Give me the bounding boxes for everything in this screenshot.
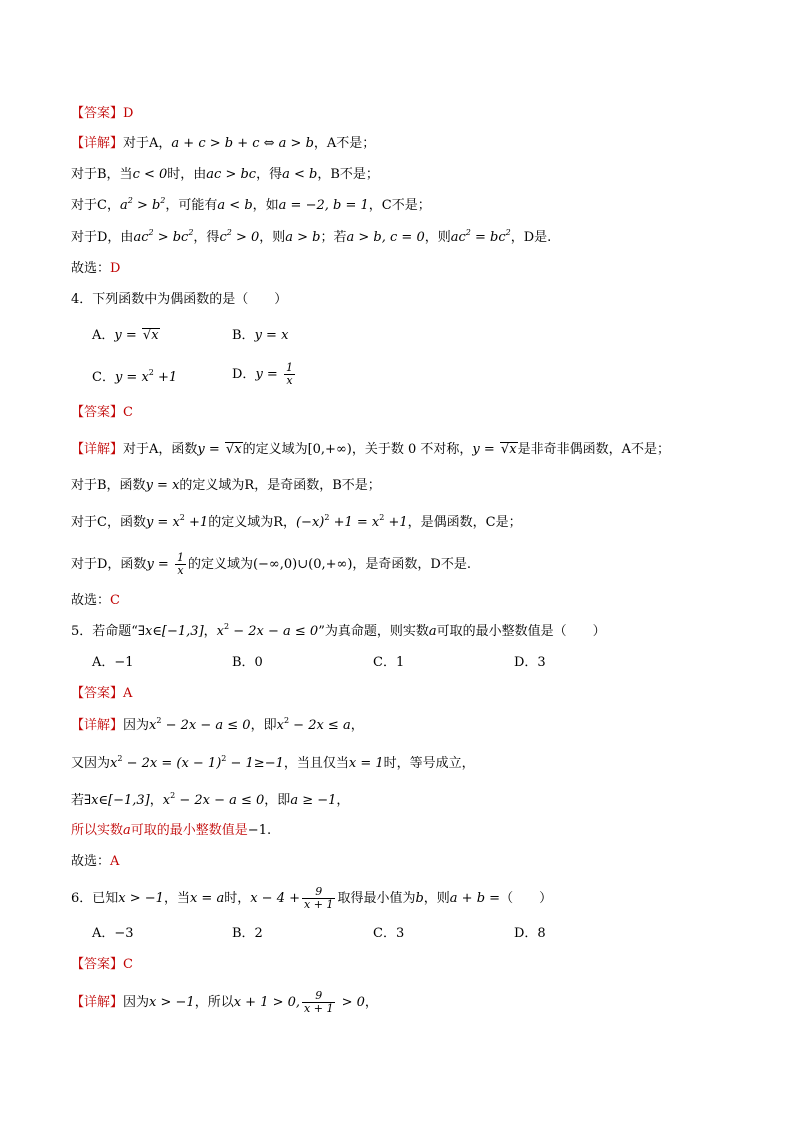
- math: a = −2, b = 1: [278, 198, 369, 213]
- answer-value: D: [123, 106, 134, 121]
- math: ac > bc: [206, 167, 257, 182]
- math: a > b, c = 0: [346, 230, 425, 245]
- math: y = x: [145, 515, 180, 530]
- text: ，: [336, 793, 350, 808]
- math: > 0: [337, 995, 365, 1010]
- detail-line: [71, 821, 271, 841]
- detail-line: [71, 134, 375, 154]
- text: 取得最小值为: [337, 891, 416, 906]
- math: 9: [302, 990, 335, 1003]
- text: ，所以: [194, 995, 234, 1010]
- option-b: B．2: [232, 926, 263, 941]
- sqrt: √x: [142, 328, 159, 343]
- text: 可取的最小整数值是: [130, 823, 248, 838]
- math: y =: [146, 557, 173, 572]
- question-stem: 5．若命题“∃x∈[−1,3]，$x^2 - 2x - a \le 0$”为真命题，则实数a可取的最小整数值是（ ）: [71, 622, 606, 639]
- math: x + 1: [304, 898, 334, 911]
- text: 因为: [123, 718, 150, 733]
- text: ，则: [423, 891, 450, 906]
- text: 时，: [224, 891, 251, 906]
- text: ，得: [256, 167, 283, 182]
- detail-tag: 【详解】: [71, 995, 124, 1010]
- text: 对于C，: [71, 198, 120, 213]
- detail-line: [71, 440, 670, 460]
- detail-line: [71, 552, 471, 577]
- math: x = a: [189, 891, 225, 906]
- answer-tag: 【答案】: [71, 106, 124, 121]
- detail-line: [71, 228, 551, 248]
- math: a: [119, 198, 128, 213]
- text: 若: [71, 793, 85, 808]
- text: ，: [149, 793, 163, 808]
- math: ac: [133, 230, 149, 245]
- fraction: [284, 362, 295, 387]
- question-stem: [71, 886, 552, 911]
- option-c: C．1: [373, 655, 405, 670]
- text: 对于D，函数: [71, 557, 147, 572]
- math: c < 0: [132, 167, 168, 182]
- detail-line: [71, 476, 381, 496]
- answer-line: [71, 104, 133, 124]
- math: x: [110, 756, 118, 771]
- text: ，: [350, 718, 364, 733]
- math: $ac^2 = bc^2$: [450, 228, 511, 245]
- text: 所以实数: [71, 823, 124, 838]
- math: x: [509, 442, 517, 457]
- choice-line: [71, 259, 120, 279]
- math: a < b: [217, 198, 253, 213]
- text: 可取的最小整数值是（ ）: [436, 624, 606, 639]
- detail-line: 若∃x∈[−1,3]，$x^2 - 2x - a \le 0$，即a ≥ −1，: [71, 791, 350, 808]
- text: ，当: [163, 891, 190, 906]
- detail-tag: 【详解】: [71, 718, 124, 733]
- text: .: [266, 823, 272, 838]
- text: 时，等号成立，: [383, 756, 475, 771]
- text: ，关于数 0 不对称，: [351, 442, 473, 457]
- choice-line: [71, 591, 120, 611]
- math: +1: [153, 370, 178, 385]
- math: 9: [302, 886, 335, 899]
- math: x: [276, 718, 284, 733]
- text: 故选：: [71, 593, 111, 608]
- sqrt: √x: [500, 442, 517, 457]
- math: ∃x∈[−1,3]: [137, 624, 204, 639]
- text: B．: [232, 328, 255, 343]
- choice-value: C: [110, 593, 120, 608]
- text: 4．下列函数中为偶函数的是（ ）: [71, 292, 288, 307]
- option-d: D．8: [514, 926, 546, 941]
- text: 的定义域为: [187, 557, 253, 572]
- math: y =: [114, 328, 141, 343]
- text: 5．若命题“: [71, 624, 138, 639]
- math: − 2x − a ≤ 0: [161, 718, 251, 733]
- text: ，D是.: [510, 230, 552, 245]
- math: x: [286, 374, 293, 387]
- math: = bc: [470, 230, 506, 245]
- math: a > b: [285, 230, 321, 245]
- text: 对于D，由: [71, 230, 134, 245]
- math: c: [219, 230, 227, 245]
- choice-value: A: [110, 854, 120, 869]
- math: x + 1 > 0,: [233, 995, 301, 1010]
- text: ，得: [193, 230, 220, 245]
- math: x: [177, 564, 184, 577]
- math: y = x: [254, 328, 289, 343]
- math: − 2x = (x − 1): [122, 756, 222, 771]
- text: 的定义域为R，是奇函数，B不是；: [179, 478, 381, 493]
- math: 1: [176, 551, 184, 564]
- math: > bc: [153, 230, 189, 245]
- text: ，: [203, 624, 217, 639]
- math: a + b =: [449, 891, 501, 906]
- fraction: [302, 886, 335, 911]
- text: 故选：: [71, 261, 111, 276]
- math: x > −1: [149, 995, 195, 1010]
- math: $ac^2 > bc^2$: [133, 228, 194, 245]
- math: x: [162, 793, 171, 808]
- math: − 2x − a ≤ 0: [175, 793, 265, 808]
- text: D．: [232, 367, 256, 382]
- text: 对于B，当: [71, 167, 133, 182]
- text: ，即: [250, 718, 277, 733]
- option-b: B．0: [232, 655, 263, 670]
- math: +1: [184, 515, 209, 530]
- text: C．: [92, 370, 115, 385]
- math: x: [216, 624, 224, 639]
- math: x = 1: [348, 756, 384, 771]
- math: b: [415, 891, 424, 906]
- answer-tag: 【答案】: [71, 405, 124, 420]
- answer-line: [71, 684, 132, 704]
- math: 1: [285, 361, 293, 374]
- math: − 2x − a ≤ 0: [229, 624, 319, 639]
- text: 因为: [123, 995, 150, 1010]
- math: x: [234, 442, 242, 457]
- detail-line: 对于C，函数$y = x^2 +1$的定义域为R，$(-x)^2 +1 = x^2 +1$，是偶函数，C是；: [71, 513, 522, 530]
- detail-tag: 【详解】: [71, 136, 124, 151]
- math: y =: [472, 442, 499, 457]
- text: 对于C，函数: [71, 515, 146, 530]
- option-c: C．3: [373, 926, 405, 941]
- text: ，如: [252, 198, 279, 213]
- choice-line: [71, 852, 119, 872]
- math: y =: [197, 442, 224, 457]
- text: ，是偶函数，C是；: [407, 515, 522, 530]
- text: 6．已知: [71, 891, 119, 906]
- text: 是非奇非偶函数，A不是；: [517, 442, 670, 457]
- math: $a^2 > b^2$: [119, 196, 166, 213]
- text: ，可能有: [165, 198, 218, 213]
- option-d: [232, 362, 297, 387]
- detail-line: [71, 990, 378, 1015]
- math: > 0: [231, 230, 260, 245]
- math: y = x: [145, 478, 180, 493]
- text: ，是奇函数，D不是.: [352, 557, 471, 572]
- option-a: A．−3: [92, 926, 134, 941]
- detail-line: [71, 196, 431, 216]
- text: ，则: [259, 230, 286, 245]
- math: a + c > b + c ⇔ a > b: [171, 136, 314, 151]
- math: a < b: [282, 167, 318, 182]
- text: 故选：: [71, 854, 111, 869]
- text: ，: [364, 995, 378, 1010]
- math: $c^2 > 0$: [219, 228, 260, 245]
- fraction: [302, 990, 335, 1015]
- text: 对于A，函数: [123, 442, 198, 457]
- math: (−x): [295, 515, 325, 530]
- detail-tag: 【详解】: [71, 442, 124, 457]
- math: ac: [450, 230, 466, 245]
- option-a: [92, 326, 160, 346]
- answer-value: A: [123, 686, 133, 701]
- option-c: C．$y = x^2 +1$: [92, 368, 178, 385]
- text: 对于B，函数: [71, 478, 146, 493]
- math: (−∞,0)∪(0,+∞): [252, 557, 353, 572]
- sqrt: √x: [225, 442, 242, 457]
- math: x − 4 +: [250, 891, 301, 906]
- detail-line: 又因为$x^2 - 2x = (x - 1)^2 - 1\ge-1$，当且仅当x = 1时，等号成立，: [71, 754, 475, 771]
- math: x + 1: [304, 1002, 334, 1015]
- math: −1: [247, 823, 267, 838]
- detail-line: 【详解】因为$x^2 - 2x - a \le 0$，即$x^2 - 2x \le a$，: [71, 716, 364, 733]
- math: y =: [255, 367, 282, 382]
- math: a: [123, 823, 131, 838]
- text: A．: [92, 328, 115, 343]
- text: ，B不是；: [317, 167, 379, 182]
- question-stem: [71, 290, 287, 310]
- math: > b: [132, 198, 161, 213]
- answer-value: C: [123, 957, 133, 972]
- answer-tag: 【答案】: [71, 686, 124, 701]
- math: x: [151, 328, 159, 343]
- option-d: D．3: [514, 655, 546, 670]
- math: a ≥ −1: [290, 793, 337, 808]
- option-b: [232, 326, 288, 346]
- math: y = x: [114, 370, 149, 385]
- math: ∃x∈[−1,3]: [84, 793, 150, 808]
- text: ，当且仅当: [283, 756, 349, 771]
- text: ，则: [424, 230, 451, 245]
- text: ，A不是；: [313, 136, 376, 151]
- answer-value: C: [123, 405, 133, 420]
- choice-value: D: [110, 261, 121, 276]
- text: （ ）: [500, 891, 553, 906]
- answer-line: [71, 955, 133, 975]
- math: a: [428, 624, 437, 639]
- detail-line: [71, 165, 379, 185]
- math: − 1≥−1: [226, 756, 284, 771]
- answer-tag: 【答案】: [71, 957, 124, 972]
- answer-line: [71, 403, 133, 423]
- math: x: [149, 718, 157, 733]
- text: 又因为: [71, 756, 111, 771]
- text: ；若: [320, 230, 347, 245]
- text: 的定义域为: [242, 442, 308, 457]
- option-a: A．−1: [92, 655, 134, 670]
- text: ，即: [264, 793, 291, 808]
- fraction: [175, 552, 186, 577]
- math: +1 = x: [329, 515, 380, 530]
- math: [0,+∞): [307, 442, 352, 457]
- text: ，C不是；: [368, 198, 431, 213]
- math: +1: [384, 515, 408, 530]
- math: − 2x ≤ a: [289, 718, 351, 733]
- text: 时，由: [167, 167, 207, 182]
- text: ”为真命题，则实数: [318, 624, 429, 639]
- math: x > −1: [118, 891, 164, 906]
- text: 对于A，: [123, 136, 172, 151]
- text: 的定义域为R，: [208, 515, 296, 530]
